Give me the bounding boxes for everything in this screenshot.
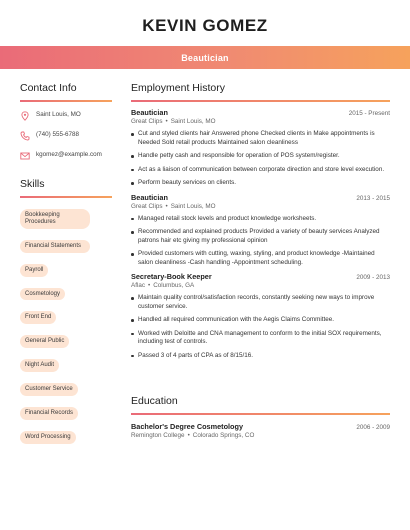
job-entry [131,193,390,268]
skill-tag: Customer Service [20,383,78,396]
skill-tag: Night Audit [20,359,59,372]
skills-section [20,178,112,449]
job-location: Saint Louis, MO [170,202,216,210]
email-icon [20,151,30,161]
job-bullet: Maintain quality control/satisfaction records, constantly seeking new ways to improve customer service. [131,294,390,311]
job-bullet: Worked with Deloitte and CNA management to conform to the initial SOX requirements, including test of controls. [131,330,390,347]
job-company: Aflac [131,282,145,289]
skill-tag: General Public [20,335,69,348]
skill-tag: Front End [20,311,56,324]
employment-divider [131,100,390,102]
education-divider [131,413,390,415]
job-entry [131,108,390,188]
job-dates: 2013 - 2015 [356,194,390,202]
contact-title: Contact Info [20,82,77,94]
location-pin-icon [20,111,30,121]
skill-tag: Financial Records [20,407,78,420]
job-bullet: Perform beauty services on clients. [131,179,390,188]
job-bullet: Cut and styled clients hair Answered phone Checked clients in Make appointments is Needed Sold retail products Maintained salon cleanliness [131,130,390,147]
contact-location [20,111,112,121]
job-bullet: Handled all required communication with the Aegis Claims Committee. [131,316,390,325]
separator-dot: • [165,202,168,210]
skill-tag: Bookkeeping Procedures [20,209,90,229]
job-dates: 2015 - Present [348,110,390,117]
education-location: Colorado Springs, CO [192,432,255,439]
employment-title: Employment History [131,82,225,94]
candidate-name: KEVIN GOMEZ [142,16,268,35]
skill-tag: Financial Statements [20,240,90,253]
job-title: Beautician [131,192,168,202]
skill-tag: Word Processing [20,431,76,444]
separator-dot: • [148,282,151,289]
separator-dot: • [165,118,168,125]
role-banner [0,46,410,69]
job-bullet: Passed 3 of 4 parts of CPA as of 8/15/16. [131,352,390,361]
job-company: Great Clips [131,202,163,210]
contact-divider [20,100,112,102]
skills-divider [20,196,112,198]
contact-section [20,82,112,171]
phone-icon [20,131,30,141]
job-title: Beautician [131,108,168,117]
job-entry [131,272,390,360]
job-location: Saint Louis, MO [170,118,216,125]
education-school: Remington College [131,432,185,439]
employment-section [131,82,390,365]
job-bullet: Act as a liaison of communication between corporate direction and store level execution. [131,166,390,175]
contact-phone-text: (740) 555-6788 [36,131,80,138]
separator-dot: • [187,432,190,439]
contact-phone [20,131,112,141]
skill-tag: Payroll [20,264,48,277]
skill-tag: Cosmetology [20,288,65,301]
job-company: Great Clips [131,118,163,125]
education-section [131,395,390,444]
job-bullet: Recommended and explained products Provided a variety of beauty services Analyzed patrons hair etc giving my professional opinion [131,228,390,245]
job-dates: 2009 - 2013 [356,274,390,281]
job-bullet: Handle petty cash and responsible for operation of POS system/register. [131,152,390,161]
job-title: Secretary-Book Keeper [131,272,212,281]
education-entry [131,422,390,439]
contact-email-text[interactable]: kgomez@example.com [36,151,102,158]
contact-location-text: Saint Louis, MO [36,111,81,118]
education-title: Education [131,395,178,407]
job-location: Columbus, GA [153,282,195,289]
education-dates: 2006 - 2009 [356,424,390,431]
role-title: Beautician [181,52,229,63]
job-bullet: Provided customers with cutting, waxing, styling, and product knowledge -Maintained salon cleanliness -Cash handling -Appointment scheduling. [131,250,390,267]
education-degree: Bachelor's Degree Cosmetology [131,422,244,431]
job-bullet: Managed retail stock levels and product knowledge worksheets. [131,215,390,224]
contact-email[interactable] [20,151,112,161]
skills-title: Skills [20,178,45,190]
